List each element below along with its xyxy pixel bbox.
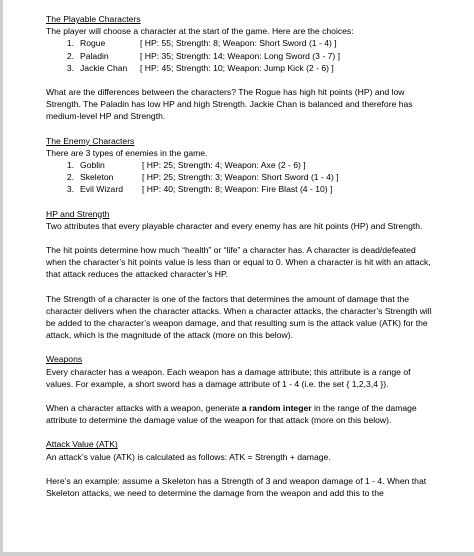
playable-character-list xyxy=(46,37,438,74)
atk-paragraph-1: An attack’s value (ATK) is calculated as follows: ATK = Strength + damage. xyxy=(46,451,331,462)
character-name: Rogue xyxy=(80,38,106,49)
differences-paragraph: What are the differences between the characters? The Rogue has high hit points (HP) and low Strength. The Paladin has low HP and high Strength. Jackie Chan is balanced and therefore has medium-level HP and Strength. xyxy=(46,87,413,122)
document-content xyxy=(46,13,438,499)
atk-paragraph-2: Here’s an example: assume a Skeleton has a Strength of 3 and weapon damage of 1 - 4. When that Skeleton attacks, we need to determine the damage from the weapon and add this to the xyxy=(46,475,427,499)
heading-attack-value: Attack Value (ATK) xyxy=(46,439,118,450)
character-stats: [ HP: 35; Strength: 14; Weapon: Long Sword (3 - 7) ] xyxy=(140,50,340,61)
list-number: 2. xyxy=(66,172,74,183)
list-number: 2. xyxy=(66,50,74,61)
random-integer-emphasis: a random integer xyxy=(241,403,312,414)
playable-intro: The player will choose a character at the start of the game. Here are the choices: xyxy=(46,26,354,37)
list-number: 1. xyxy=(66,160,74,171)
list-item xyxy=(46,50,438,62)
list-item xyxy=(46,171,438,183)
enemy-list xyxy=(46,159,438,196)
character-name: Paladin xyxy=(80,50,109,61)
list-number: 1. xyxy=(66,38,74,49)
heading-enemy-characters: The Enemy Characters xyxy=(46,135,135,146)
list-item xyxy=(46,62,438,74)
weapons-text-after: in the range of the damage attribute to determine the damage value of the weapon for that attack (more on this below). xyxy=(46,403,417,426)
page-edge-left xyxy=(0,0,3,556)
weapons-paragraph-2 xyxy=(46,402,438,426)
list-number: 3. xyxy=(66,184,74,195)
heading-playable-characters: The Playable Characters xyxy=(46,14,141,24)
heading-weapons: Weapons xyxy=(46,354,83,365)
character-name: Jackie Chan xyxy=(80,62,128,73)
enemy-stats: [ HP: 40; Strength: 8; Weapon: Fire Blast (4 - 10) ] xyxy=(142,184,333,195)
character-stats: [ HP: 55; Strength: 8; Weapon: Short Sword (1 - 4) ] xyxy=(140,38,337,49)
list-item xyxy=(46,183,438,195)
list-item xyxy=(46,159,438,171)
strength-paragraph: The Strength of a character is one of the factors that determines the amount of damage that the character delivers when the character attacks. When a character attacks, the character’s Strength will be added to the character’s weapon damage, and that resulting sum is the attack value (ATK) for the attack, which is the magnitude of the attack (more on this below). xyxy=(46,293,432,341)
weapons-text-before: When a character attacks with a weapon, generate xyxy=(46,403,242,414)
list-item xyxy=(46,37,438,49)
enemy-name: Goblin xyxy=(80,160,105,171)
page-edge-bottom xyxy=(0,552,474,556)
list-number: 3. xyxy=(66,62,74,73)
enemies-intro: There are 3 types of enemies in the game. xyxy=(46,147,208,158)
enemy-stats: [ HP: 25; Strength: 3; Weapon: Short Sword (1 - 4) ] xyxy=(142,172,339,183)
character-stats: [ HP: 45; Strength: 10; Weapon: Jump Kick (2 - 6) ] xyxy=(140,62,334,73)
weapons-paragraph-1: Every character has a weapon. Each weapon has a damage attribute; this attribute is a range of values. For example, a short sword has a damage attribute of 1 - 4 (i.e. the set { 1,2,3,4 }). xyxy=(46,366,411,389)
enemy-name: Evil Wizard xyxy=(80,184,123,195)
heading-hp-and-strength: HP and Strength xyxy=(46,208,110,219)
enemy-stats: [ HP: 25; Strength: 4; Weapon: Axe (2 - 6) ] xyxy=(142,160,306,171)
enemy-name: Skeleton xyxy=(80,172,114,183)
hp-paragraph-1: Two attributes that every playable character and every enemy has are hit points (HP) and Strength. xyxy=(46,220,423,231)
hp-paragraph-2: The hit points determine how much “health” or “life” a character has. A character is dead/defeated when the character’s hit points value is less than or equal to 0. When a character is hit with an attack, that attack reduces the attacked character’s HP. xyxy=(46,245,431,280)
